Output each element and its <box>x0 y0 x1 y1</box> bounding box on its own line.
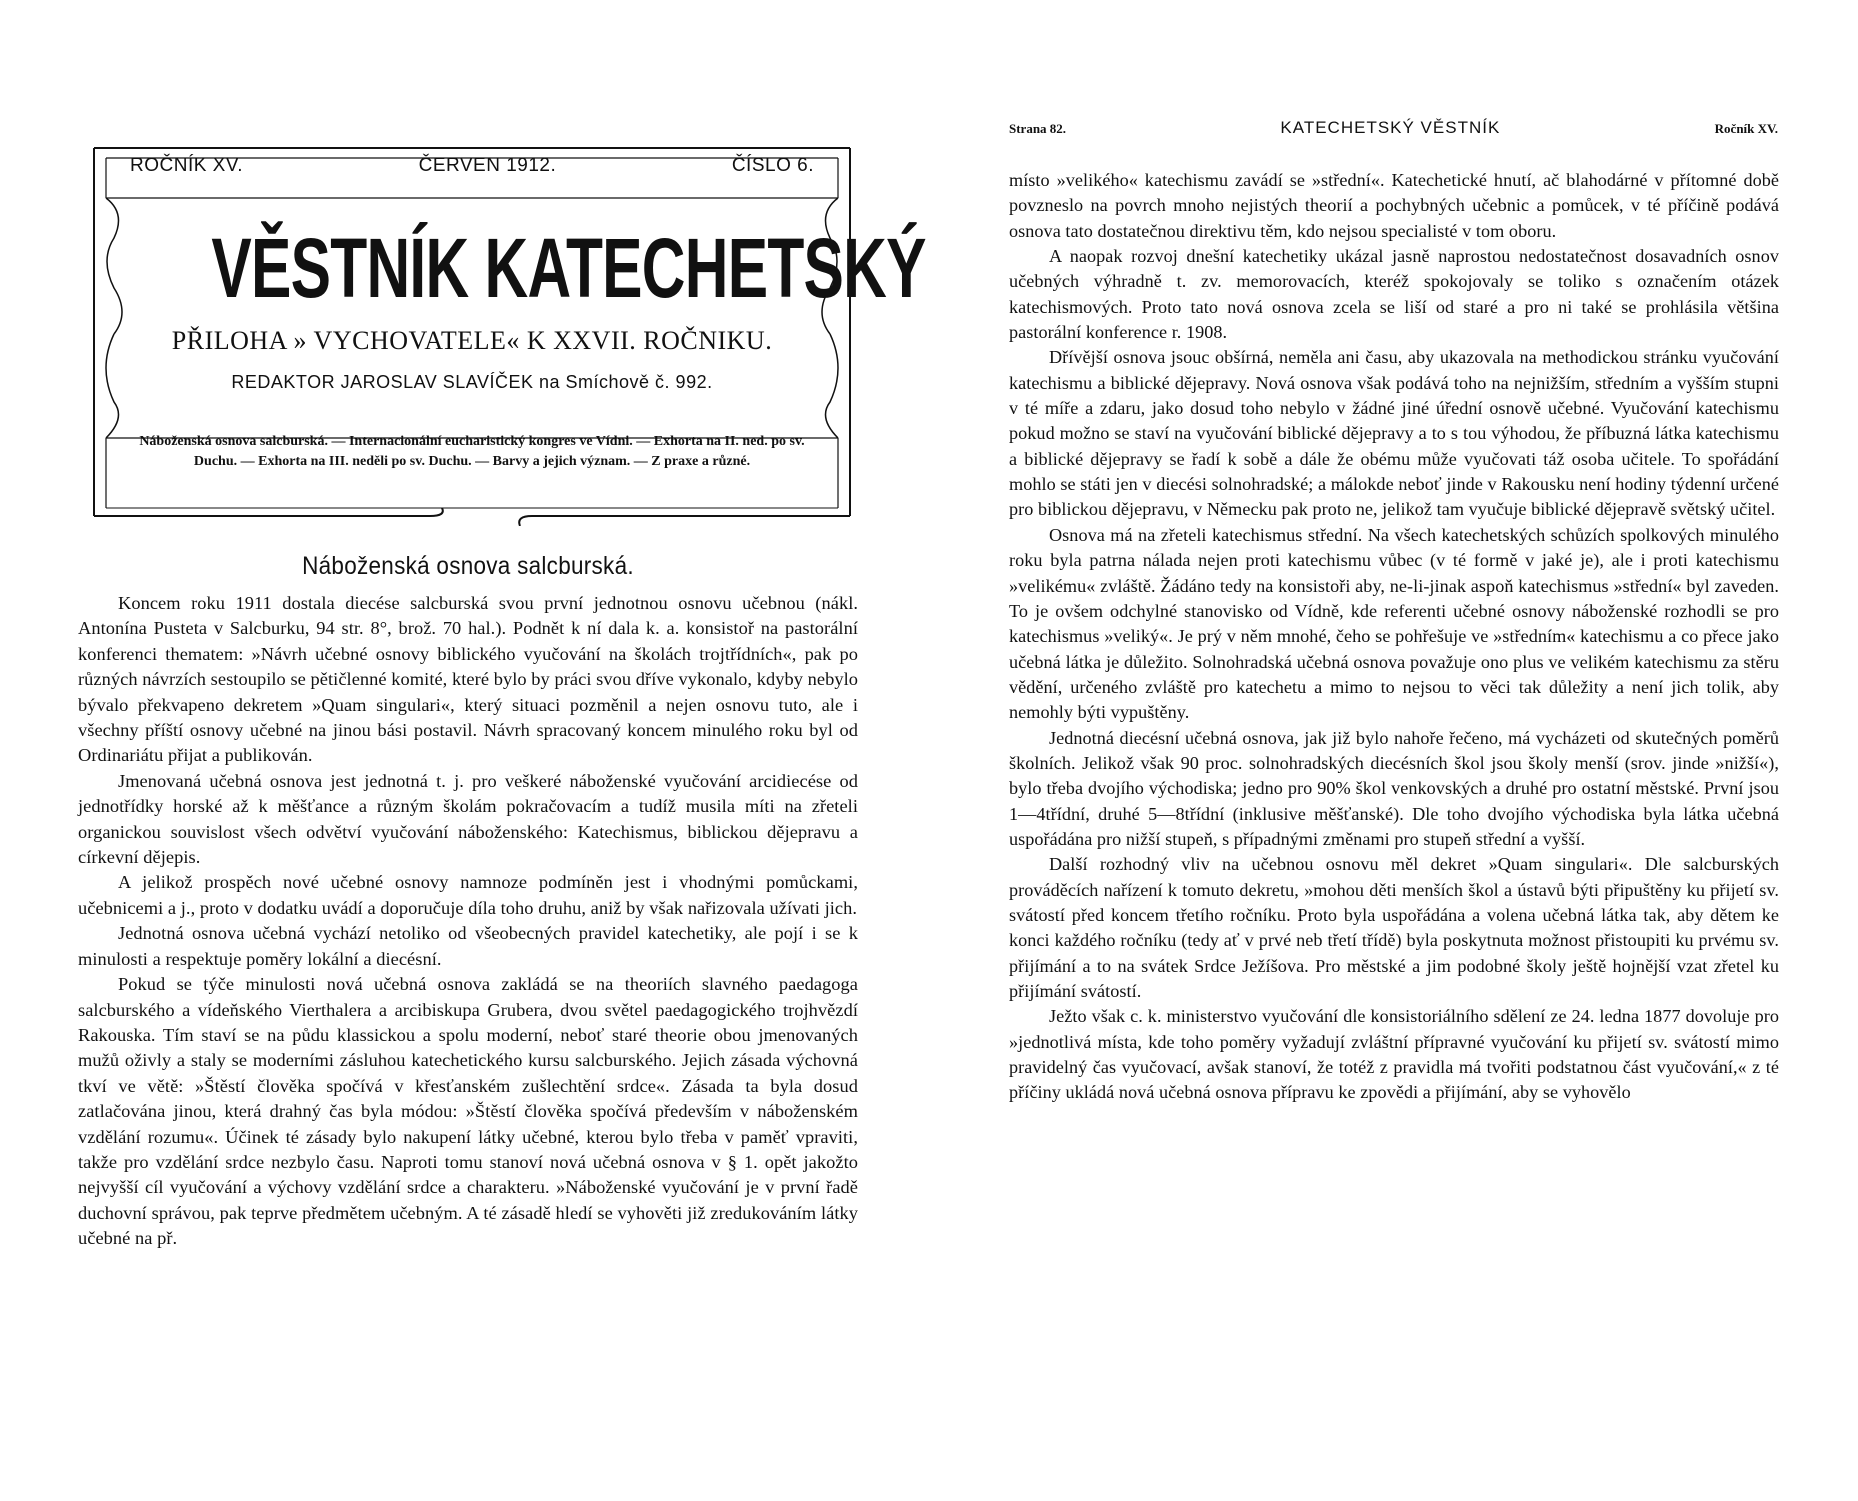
paragraph: Další rozhodný vliv na učebnou osnovu měl dekret »Quam singulari«. Dle salcburských prováděcích nařízení k tomuto dekretu, »mohou děti menších škol a ústavů býti připuštěny ku přijetí sv. svátostí před koncem třetího ročníku. Proto byla uspořádána a volena učebná látka tak, aby dětem ke konci každého ročníku (tedy ať v prvé neb třetí třídě) byla poskytnuta možnost přistoupiti ku prvému sv. přijímání a to na svátek Srdce Ježíšova. Pro městské a jim podobné školy ještě hojnější vzat zřetel ku přijímání svátostí. <box>1009 854 1779 1001</box>
paragraph: Ježto však c. k. ministerstvo vyučování dle konsistoriálního sdělení ze 24. ledna 1877 dovoluje pro »jednotlivá místa, kde toho poměry vyžadují zvláštní přípravné vyučování ku přijetí sv. svátostí mimo pravidelný čas vyučovací, avšak stanoví, že totéž z pravidla má tvořiti podstatnou část vyučování,« z té příčiny ukládá nová učebná osnova přípravu ke zpovědi a přijímání, aby se vyhovělo <box>1009 1006 1779 1103</box>
editor-line: REDAKTOR JAROSLAV SLAVÍČEK na Smíchově č. 992. <box>231 372 713 392</box>
running-title: KATECHETSKÝ VĚSTNÍK <box>1280 118 1501 137</box>
right-page <box>929 0 1858 1501</box>
table-of-contents: Náboženská osnova salcburská. — Internacionální eucharistický kongres ve Vídni. — Exhorta na II. ned. po sv. Duchu. — Exhorta na III. neděli po sv. Duchu. — Barvy a jejich význam. — Z praxe a různé. <box>139 434 805 469</box>
paragraph: A naopak rozvoj dnešní katechetiky ukázal jasně naprostou nedostatečnost dosavadních osnov učebných výhradně t. zv. memorovacích, kteréž spokojovaly se toliko s označením otázek katechismových. Proto tato nová osnova zcela se liší od staré a pro ni také se prohlásila většina pastorální konference r. 1908. <box>1009 246 1779 343</box>
masthead <box>90 138 926 526</box>
paragraph: Osnova má na zřeteli katechismus střední. Na všech katechetských schůzích spolkových minulého roku byla patrna nálada nejen proti katechismu vůbec (v té formě v jaké je), ale i proti katechismu »velikému« zvláště. Žádáno tedy na konsistoři aby, ne-li-jinak aspoň katechismus »střední« byl zaveden. To je ovšem odchylné stanovisko od Vídně, kde referenti učebné osnovy náboženské rozhodli se pro katechismus »veliký«. Je prý v něm mnohé, čeho se pohřešuje ve »středním« katechismu a co přece jako učebná látka je důležito. Solnohradská učebná osnova považuje ono plus ve velikém katechismu za stěru vědění, určeného zvláště pro katechetu a mimo to nejsou to věci tak důležity a není jich tolik, aby nemohly býti vypuštěny. <box>1009 524 1779 723</box>
issue-label: ČÍSLO 6. <box>731 155 814 176</box>
paragraph: Jednotná osnova učebná vychází netoliko od všeobecných pravidel katechetiky, ale pojí i se k minulosti a respektuje poměry lokální a diecésní. <box>78 923 858 969</box>
paragraph: A jelikož prospěch nové učebné osnovy namnoze podmíněn jest i vhodnými pomůckami, učebnicemi a j., proto v dodatku uvádí a doporučuje díla toho druhu, aniž by však nařizovala užívati jich. <box>78 872 858 918</box>
paragraph: Dřívější osnova jsouc obšírná, neměla ani času, aby ukazovala na methodickou stránku vyučování katechismu a biblické dějepravy. Nová osnova však podává toho na nejnižším, středním a vyšším stupni v té míře a zdaru, jako dosud toho nebylo v žádné jiné úřední osnově učebné. Vyučování katechismu pokud možno se staví na vyučování biblické dějepravy a to s tou výhodou, že příbuzná látka katechismu a biblické dějepravy se řadí k sobě a dále že obému může vyučovati táž osoba učitele. To spořádání mohlo se státi jen v diecési solnohradské; a málokde neboť jinde v Rakousku není hodiny týdenní určené pro biblickou dějepravu, v Německu pak proto ne, jelikož tam vyučuje biblické dějepravě světský učitel. <box>1009 347 1779 520</box>
journal-subtitle: PŘILOHA » VYCHOVATELE« K XXVII. ROČNIKU. <box>171 326 773 355</box>
article <box>78 552 858 1252</box>
paragraph: Jednotná diecésní učebná osnova, jak již bylo nahoře řečeno, má vycházeti od skutečných poměrů školních. Jelikož však 90 proc. solnohradských diecésních škol jsou školy menší (srov. jinde »nižší«), bylo třeba dvojího východiska; jedno pro 90% škol venkovských a druhé pro ostatní městské. První jsou 1—4třídní, druhé 5—8třídní (inklusive měšťanské). Dle toho dvojího východiska byla látka učebná uspořádána pro nižší stupeň, s případnými změnami pro stupeň střední a vyšší. <box>1009 727 1779 849</box>
paragraph: Pokud se týče minulosti nová učebná osnova zakládá se na theoriích slavného paedagoga salcburského a vídeňského Vierthalera a arcibiskupa Grubera, dvou světel paedagogického trojhvězdí Rakouska. Tím staví se na půdu klassickou a spolu moderní, neboť staré theorie obou jmenovaných mužů oživly a staly se moderními zásluhou katechetického kursu salcburského. Jejich zásada výchovná tkví ve větě: »Štěstí člověka spočívá v křesťanském zušlechtění srdce«. Zásada ta byla dosud zatlačována jinou, která drahný čas byla módou: »Štěstí člověka spočívá především v náboženském vzdělání rozumu«. Účinek té zásady bylo nakupení látky učebné, kterou bylo třeba v paměť vpraviti, takže pro vzdělání srdce nezbylo času. Naproti tomu stanoví nová učebná osnova v § 1. opět jakožto nejvyšší cíl vyučování a výchovy vzdělání srdce a charakteru. »Náboženské vyučování je v první řadě duchovní správou, pak teprve předmětem učebným. A té zásadě hledí se vyhověti již zredukováním látky učebné na př. <box>78 974 858 1249</box>
article-title: Náboženská osnova salcburská. <box>302 552 634 580</box>
masthead-date-row <box>130 155 814 181</box>
paragraph: Koncem roku 1911 dostala diecése salcburská svou první jednotnou osnovu učebnou (nákl. Antonína Pusteta v Salcburku, 94 str. 8°, brož. 70 hal.). Podnět k ní dala k. a. konsistoř na pastorální konferenci thematem: »Návrh učebné osnovy biblického vyučování na školách trojtřídních«, pak po různých návrzích sestoupilo se pětičlenné komité, které bylo by práci svou dříve vykonalo, kdyby nebylo bývalo překvapeno dekretem »Quam singulari«, který situaci pozměnil a nejen osnovu tuto, ale i všechny příští osnovy učebné na jinou bási postavil. Návrh spracovaný koncem minulého roku byl od Ordinariátu přijat a publikován. <box>78 593 858 766</box>
volume-marker: Ročník XV. <box>1714 121 1778 136</box>
running-head <box>1009 118 1778 142</box>
volume-label: ROČNÍK XV. <box>130 155 244 176</box>
page-number: Strana 82. <box>1009 121 1067 136</box>
article-continuation <box>1009 168 1779 1106</box>
date-label: ČERVEN 1912. <box>418 155 557 176</box>
journal-title: VĚSTNÍK KATECHETSKÝ <box>211 221 926 315</box>
paragraph: místo »velikého« katechismu zavádí se »střední«. Katechetické hnutí, ač blahodárné v přítomné době povzneslo na povrch mnoho nejistých theorií a pochybných učebnic a pomůcek, v té příčině podává osnova tato dostatečnou direktivu těm, kdo nejsou specialisté v tom oboru. <box>1009 170 1779 241</box>
paragraph: Jmenovaná učebná osnova jest jednotná t. j. pro veškeré náboženské vyučování arcidiecése od jednotřídky horské až k měšťance a různým školám pokračovacím a tudíž musila míti na zřeteli organickou souvislost všech odvětví vyučování náboženského: Katechismus, biblickou dějepravu a církevní dějepis. <box>78 770 858 868</box>
